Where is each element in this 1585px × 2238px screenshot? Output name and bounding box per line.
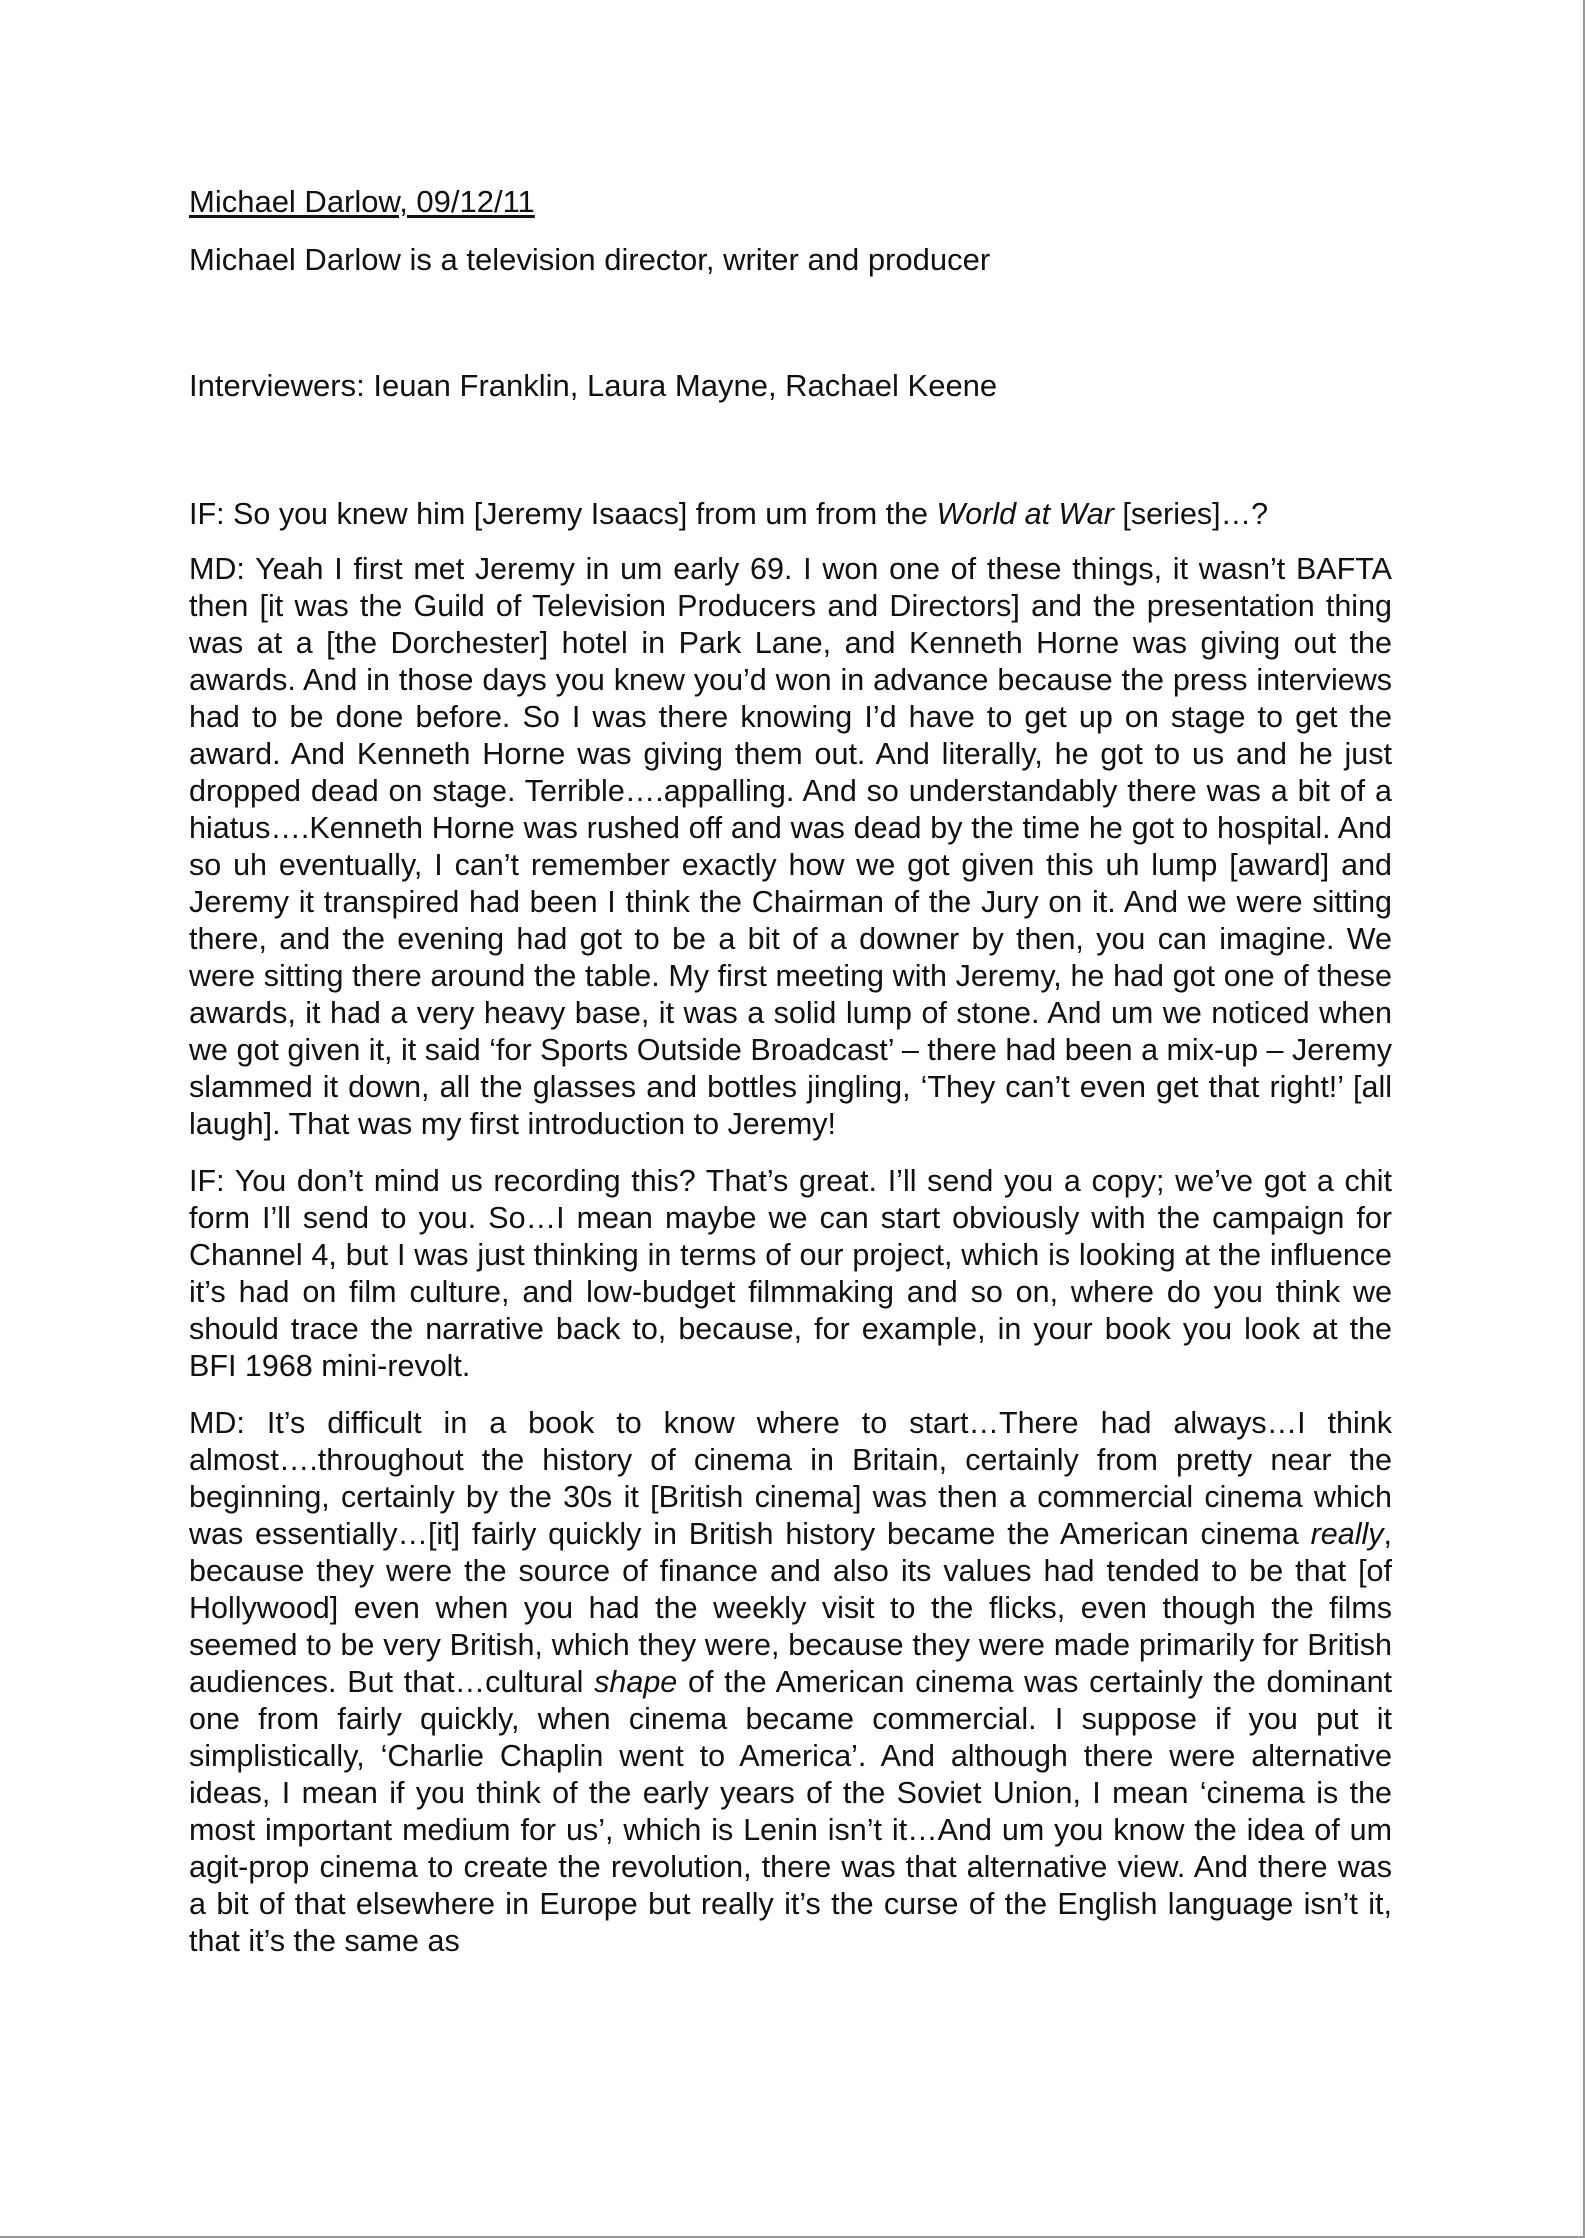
interviewers-line: Interviewers: Ieuan Franklin, Laura Mayne, Rachael Keene bbox=[189, 368, 998, 403]
document-title: Michael Darlow, 09/12/11 bbox=[189, 184, 535, 219]
answer-paragraph: MD: Yeah I first met Jeremy in um early 69. I won one of these things, it wasn’t BAFTA then [it was the Guild of Television Producers and Directors] and the presentation thing was at a [the Dorchester] hotel in Park Lane, and Kenneth Horne was giving out the awards. And in those days you knew you’d won in advance because the press interviews had to be done before. So I was there knowing I’d have to get up on stage to get the award. And Kenneth Horne was giving them out. And literally, he got to us and he just dropped dead on stage. Terrible….appalling. And so understandably there was a bit of a hiatus….Kenneth Horne was rushed off and was dead by the time he got to hospital. And so uh eventually, I can’t remember exactly how we got given this uh lump [award] and Jeremy it transpired had been I think the Chairman of the Jury on it. And we were sitting there, and the evening had got to be a bit of a downer by then, you can imagine. We were sitting there around the table. My first meeting with Jeremy, he had got one of these awards, it had a very heavy base, it was a solid lump of stone. And um we noticed when we got given it, it said ‘for Sports Outside Broadcast’ – there had been a mix-up – Jeremy slammed it down, all the glasses and bottles jingling, ‘They can’t even get that right!’ [all laugh]. That was my first introduction to Jeremy! bbox=[189, 552, 1392, 1141]
italic-title: World at War bbox=[936, 497, 1114, 531]
italic-emphasis: shape bbox=[594, 1665, 678, 1699]
interviewee-description: Michael Darlow is a television director, writer and producer bbox=[189, 242, 991, 277]
text-run: IF: So you knew him [Jeremy Isaacs] from um from the bbox=[189, 497, 937, 531]
text-run: MD: It’s difficult in a book to know where to start…There had always…I think almost….throughout the history of cinema in Britain, certainly from pretty near the beginning, certainly by the 30s it [British cinema] was then a commercial cinema which was essentially…[it] fairly quickly in British history became the American cinema bbox=[189, 1406, 1392, 1551]
text-run: of the American cinema was certainly the dominant one from fairly quickly, when cinema became commercial. I suppose if you put it simplistically, ‘Charlie Chaplin went to America’. And although there were alternative ideas, I mean if you think of the early years of the Soviet Union, I mean ‘cinema is the most important medium for us’, which is Lenin isn’t it…And um you know the idea of um agit-prop cinema to create the revolution, there was that alternative view. And there was a bit of that elsewhere in Europe but really it’s the curse of the English language isn’t it, that it’s the same as bbox=[189, 1665, 1393, 1958]
text-run: , because they were the source of finance and also its values had tended to be that [of Hollywood] even when you had the weekly visit to the flicks, even though the films seemed to be very British, which they were, because they were made primarily for British audiences. But that…cultural bbox=[189, 1517, 1392, 1699]
document-body bbox=[189, 180, 1392, 1980]
italic-emphasis: really bbox=[1310, 1517, 1384, 1551]
question-paragraph: IF: You don’t mind us recording this? That’s great. I’ll send you a copy; we’ve got a chit form I’ll send to you. So…I mean maybe we can start obviously with the campaign for Channel 4, but I was just thinking in terms of our project, which is looking at the influence it’s had on film culture, and low-budget filmmaking and so on, where do you think we should trace the narrative back to, because, for example, in your book you look at the BFI 1968 mini-revolt. bbox=[189, 1164, 1392, 1383]
question-paragraph bbox=[189, 496, 1392, 533]
answer-paragraph bbox=[189, 1405, 1392, 1960]
text-run: [series]…? bbox=[1113, 497, 1269, 531]
